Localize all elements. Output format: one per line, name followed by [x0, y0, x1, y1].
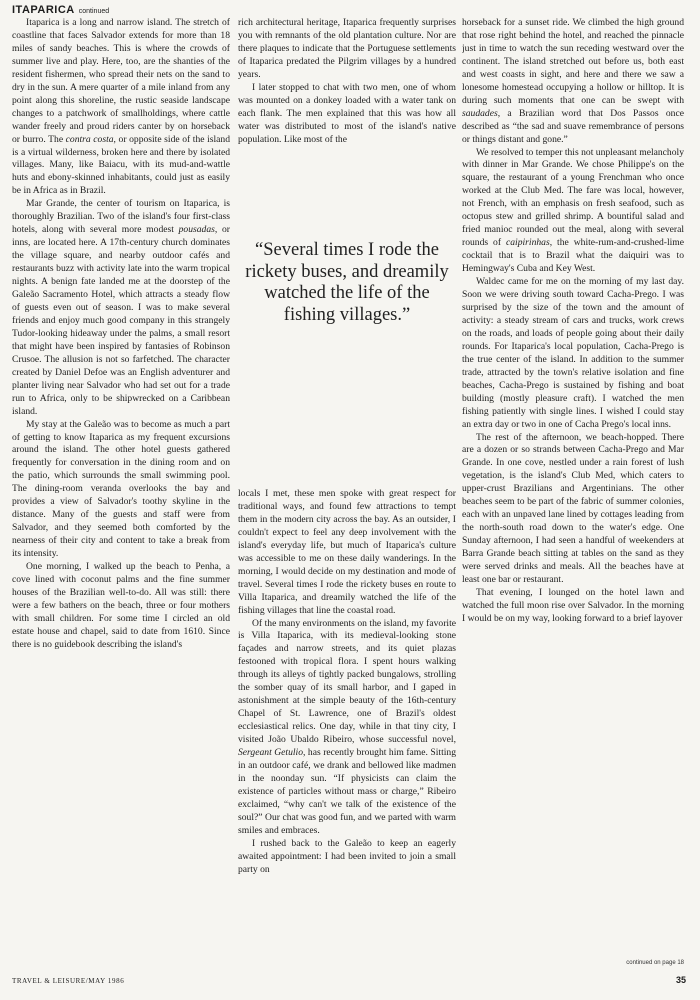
paragraph: That evening, I lounged on the hotel lawn and watched the full moon rise over Salvador. In the morning I would be on my way, looking forward to a brief layover — [462, 586, 684, 624]
running-header — [12, 4, 109, 16]
paragraph: horseback for a sunset ride. We climbed the high ground that rose right behind the hotel, and reached the pinnacle just in time to watch the sun receding westward over the continent. The island stretched out before us, both east and west coasts in sight, and here and there we saw a lonesome homestead occupying a hollow or hilltop. It is during such moments that one can be swept with saudades, a Brazilian word that Dos Passos once described as “the sad and suave remembrance of persons or things distant and gone.” — [462, 17, 684, 145]
paragraph: We resolved to temper this not unpleasant melancholy with dinner in Mar Grande. We chose Philippe's on the square, the restaurant of a young Frenchman who once worked at the Club Med. The fare was local, however, not French, with an emphasis on fresh seafood, such as octopus stew and grilled shrimp. A bountiful salad and fried manioc rounded out the meal, along with several rounds of caipirinhas, the white-rum-and-crushed-lime cocktail that is to Brazil what the daiquiri was to Hemingway's Cuba and Key West. — [462, 146, 684, 275]
paragraph: I later stopped to chat with two men, one of whom was mounted on a donkey loaded with a water tank on each flank. The men explained that this was how all water was distributed to most of the island's native population. Like most of the — [238, 81, 456, 145]
section-title: ITAPARICA — [12, 4, 75, 16]
column-2-top — [238, 17, 456, 229]
continued-label: continued — [78, 8, 110, 15]
italic-term: caipirinhas — [506, 237, 550, 249]
continued-on-label: continued on page 18 — [626, 960, 684, 966]
italic-term: pousadas — [178, 224, 215, 236]
paragraph: Mar Grande, the center of tourism on Itaparica, is thoroughly Brazilian. Two of the island's four first-class hotels, along with several more modest pousadas, or inns, are located here. A 17th-century church dominates the village square, and nearby outdoor cafés and restaurants buzz with activity late into the warm tropical nights. A benign fate landed me at the doorstep of the Galeão Sacramento Hotel, which attracts a steady flow of guests even out of season. I was to make several friends and enjoy much good company in this strangely Tudor-looking hideaway under the palms, a small resort that might have been inspired by fantasies of Robinson Crusoe. The allusion is not so farfetched. The character created by Daniel Defoe was an English adventurer and planter living near Salvador who had set out for a trade run to Africa, only to be shipwrecked on a Caribbean island. — [12, 198, 230, 417]
italic-term: contra costa — [65, 133, 114, 145]
pull-quote: “Several times I rode the rickety buses, and dreamily watched the life of the fishing villages.” — [245, 240, 449, 325]
publication-footer: TRAVEL & LEISURE/MAY 1986 — [12, 977, 125, 985]
italic-title: Sergeant Getulio — [238, 747, 304, 759]
paragraph: locals I met, these men spoke with great respect for traditional ways, and found few attractions to tempt them in the modern city across the bay. As an outsider, I couldn't expect to feel any deep involvement with the island's everyday life, but much of Itaparica's culture was accessible to me on these daily wanderings. In the morning, I would decide on my destination and mode of travel. Several times I rode the rickety buses en route to Villa Itaparica, and dreamily watched the life of the fishing villages that line the coastal road. — [238, 488, 456, 616]
paragraph: The rest of the afternoon, we beach-hopped. There are a dozen or so strands between Cacha-Prego and Mar Grande. In one cove, nestled under a rain forest of lush vegetation, is the island's Club Med, which caters to upper-crust Brazilians and Argentinians. The other beaches seem to be part of the fabric of summer colonies, each with an unpaved lane lined by cottages leading from the north-south road down to the water's edge. One Sunday afternoon, I had seen a handful of weekenders at Barra Grande beach sitting at tables on the sand as they were served drinks and meals. All the beaches have at least one bar or restaurant. — [462, 431, 684, 585]
italic-term: saudades — [462, 107, 498, 119]
page-number: 35 — [675, 975, 686, 985]
column-2-bottom — [238, 488, 456, 985]
paragraph: Waldec came for me on the morning of my last day. Soon we were driving south toward Cacha-Prego. I was surprised by the size of the town and the amount of activity: a steady stream of cars and trucks, work crews on the roads, and loads of people going about their daily rounds. For Itaparica's local population, Cacha-Prego is the true center of the island. In addition to the summer trade, attracted by the town's relative isolation and fine beaches, Cacha-Prego is sustained by fishing and boat building (mostly pleasure craft). I watched the men fishing patiently with single lines. I wished I could stay an extra day or two in one of Cacha Prego's local inns. — [462, 276, 684, 430]
paragraph: Itaparica is a long and narrow island. The stretch of coastline that faces Salvador extends for more than 18 miles of sandy beaches. This is where the crowds of summer live and play. Here, too, are the shanties of the resident fishermen, who spread their nets on the sand to dry in the sun. A mere quarter of a mile inland from any point along this shoreline, the rustic seaside landscape changes to a patchwork of smallholdings, where cattle wander freely and proud riders canter by on horseback or burro. The contra costa, or opposite side of the island is a virtual wilderness, broken here and there by isolated villages. Many, like Baiacu, with its mud-and-wattle huts and ebony-skinned inhabitants, could just as easily be in Africa as in Brazil. — [12, 17, 230, 197]
column-1 — [12, 17, 230, 972]
paragraph: I rushed back to the Galeão to keep an eagerly awaited appointment: I had been invited to join a small party on — [238, 837, 456, 875]
paragraph: One morning, I walked up the beach to Penha, a cove lined with coconut palms and the fine summer houses of the Brazilian well-to-do. All was still: there were a few bathers on the beach, three or four mothers with small children. For some time I circled an old estate house and chapel, said to date from 1610. Since there is no guidebook describing the island's — [12, 561, 230, 650]
paragraph: Of the many environments on the island, my favorite is Villa Itaparica, with its medieval-looking stone façades and narrow streets, and its quiet plazas festooned with tropical flora. I spent hours walking through its alleys of tightly packed bungalows, strolling the somber quay of its small harbor, and I gaped in astonishment at the simple beauty of the 16th-century Chapel of St. Lawrence, one of Brazil's oldest ecclesiastical relics. One day, while in that tiny city, I visited João Ubaldo Ribeiro, whose successful novel, Sergeant Getulio, has recently brought him fame. Sitting in an outdoor café, we drank and bellowed like madmen in the noonday sun. “If physicists can claim the existence of particles without mass or charge,” Ribeiro exclaimed, “why can't we talk of the existence of the soul?” Our chat was good fun, and we parted with warm smiles and embraces. — [238, 617, 456, 836]
column-3 — [462, 17, 684, 977]
paragraph: My stay at the Galeão was to become as much a part of getting to know Itaparica as my frequent excursions around the island. The other hotel guests gathered frequently for conversation in the dining room and on the patio, which surrounds the small swimming pool. The dining-room veranda overlooks the bay and provides a view of Salvador's toothy skyline in the distance. Many of the guests and staff were from Salvador, and they seemed both comforted by the nearness of their city and content to take a break from its intensity. — [12, 418, 230, 560]
paragraph: rich architectural heritage, Itaparica frequently surprises you with remnants of the old plantation culture. Nor are there plaques to indicate that the Portuguese settlements of Itaparica predated the Pilgrim villages by a hundred years. — [238, 17, 456, 80]
